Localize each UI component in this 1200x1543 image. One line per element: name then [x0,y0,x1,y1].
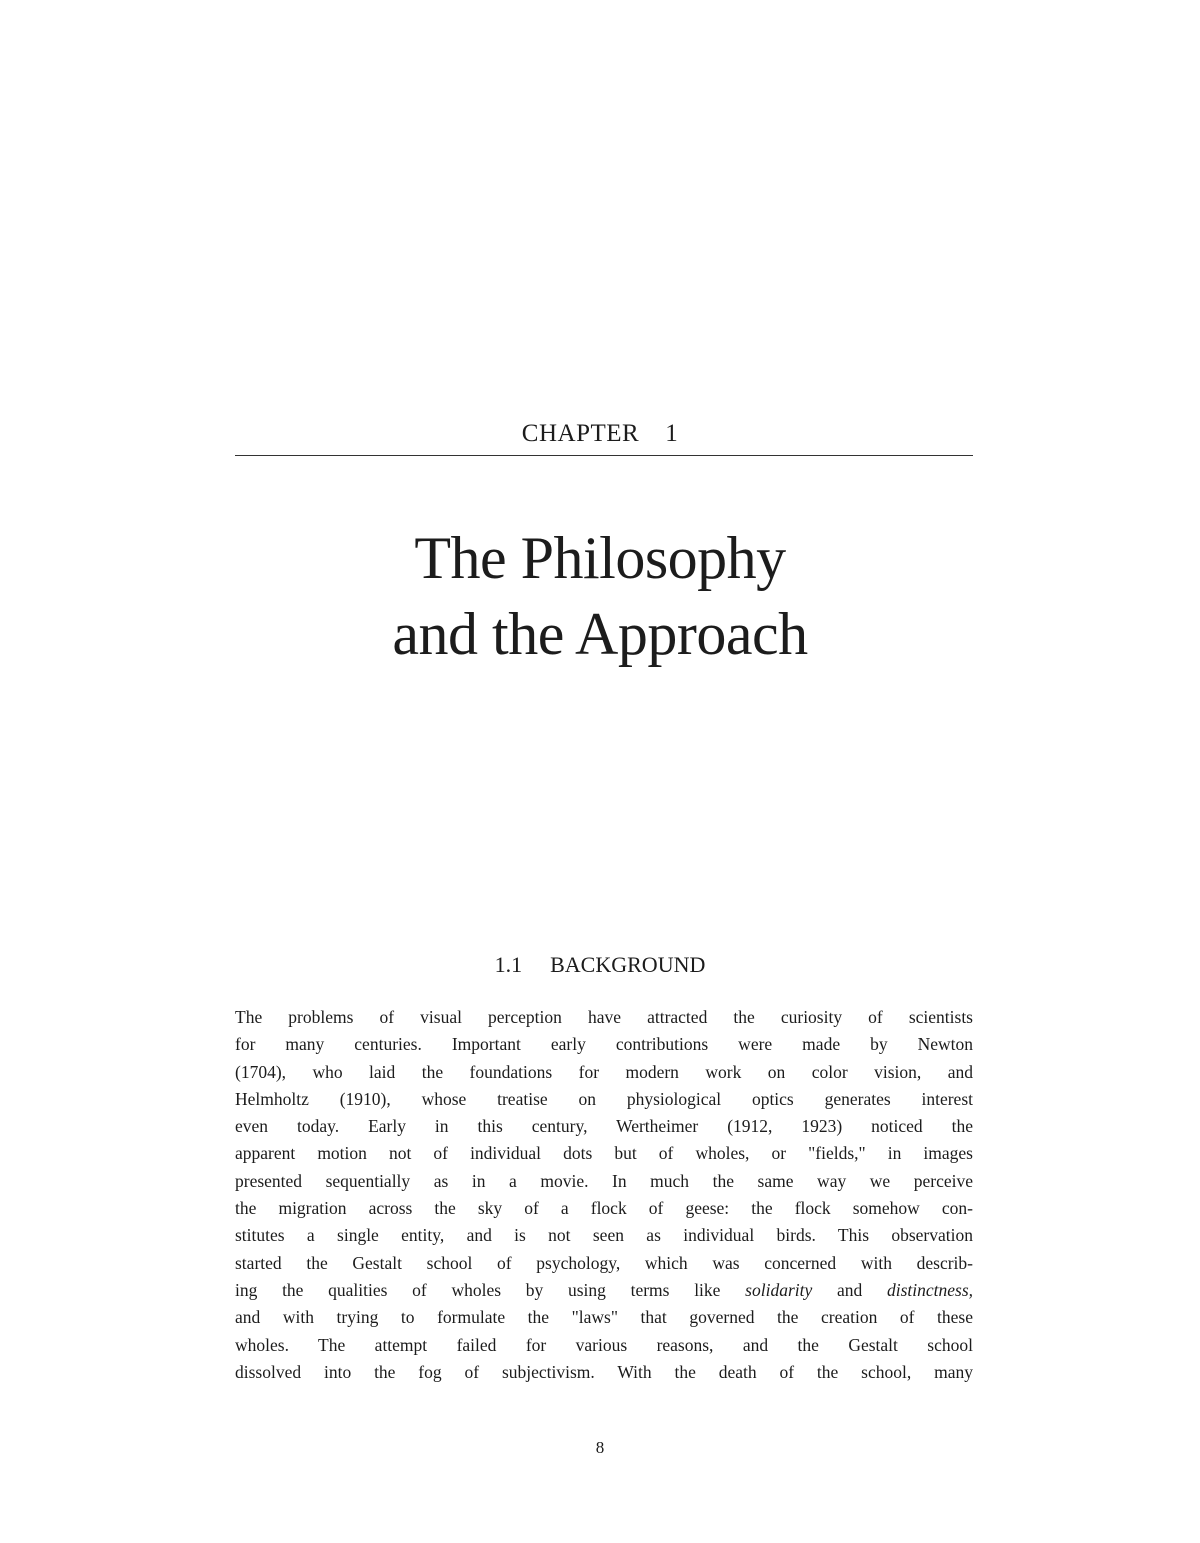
chapter-title [0,520,1200,672]
line-text: and [836,1279,863,1300]
body-line: for many centuries. Important early contributions were made by Newton [235,1034,973,1055]
body-line: (1704), who laid the foundations for modern work on color vision, and [235,1061,973,1082]
section-number: 1.1 [494,952,523,977]
section-heading [0,952,1200,978]
line-text: ing the qualities of wholes by using terms like [235,1279,721,1300]
body-line: and with trying to formulate the "laws" that governed the creation of these [235,1307,973,1328]
italic-term-distinctness: distinctness, [886,1279,974,1300]
body-line: started the Gestalt school of psychology, which was concerned with describ- [235,1252,973,1273]
chapter-word: CHAPTER [521,420,640,447]
body-line: wholes. The attempt failed for various reasons, and the Gestalt school [235,1334,973,1355]
body-line: The problems of visual perception have attracted the curiosity of scientists [235,1007,973,1027]
body-line: stitutes a single entity, and is not seen as individual birds. This observation [235,1225,973,1246]
body-line-with-italics [235,1277,973,1304]
body-line: even today. Early in this century, Wertheimer (1912, 1923) noticed the [235,1116,973,1137]
body-line: dissolved into the fog of subjectivism. With the death of the school, many [235,1361,973,1382]
chapter-label [0,420,1200,448]
chapter-number: 1 [665,420,679,447]
page-number: 8 [595,1438,605,1457]
italic-term-solidarity: solidarity [745,1279,813,1300]
chapter-divider [235,455,973,456]
body-paragraph [235,1004,973,1386]
body-line: presented sequentially as in a movie. In much the same way we perceive [235,1170,973,1191]
chapter-title-line-1: The Philosophy [414,525,786,591]
body-line: Helmholtz (1910), whose treatise on physiological optics generates interest [235,1088,973,1109]
body-line: apparent motion not of individual dots but of wholes, or "fields," in images [235,1143,973,1164]
section-title: BACKGROUND [550,952,706,977]
body-line: the migration across the sky of a flock of geese: the flock somehow con- [235,1198,973,1219]
chapter-title-line-2: and the Approach [392,601,808,667]
